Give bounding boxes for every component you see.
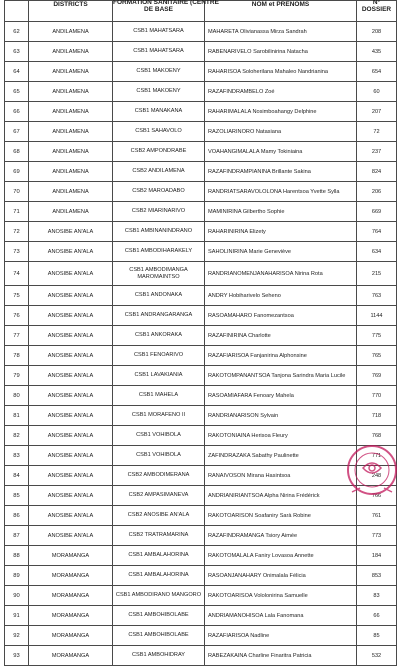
row-number: 90 bbox=[5, 586, 29, 606]
name-cell: RAHARISOA Soloherilana Mahaleo Nandrianina bbox=[205, 62, 357, 82]
health-facility-cell: CSB1 MAHATSARA bbox=[113, 22, 205, 42]
district-cell: MORAMANGA bbox=[29, 626, 113, 646]
dossier-cell: 763 bbox=[357, 286, 397, 306]
header-name: NOM et PRENOMS bbox=[205, 1, 357, 22]
table-row bbox=[5, 222, 397, 242]
table-row bbox=[5, 202, 397, 222]
health-facility-cell: CSB1 ANDRANGARANGA bbox=[113, 306, 205, 326]
row-number: 72 bbox=[5, 222, 29, 242]
name-cell: RAKOTOMPANANTSOA Tanjona Sarindra Maria Lucile bbox=[205, 366, 357, 386]
table-row bbox=[5, 122, 397, 142]
health-facility-cell: CSB1 SAHAVOLO bbox=[113, 122, 205, 142]
row-number: 89 bbox=[5, 566, 29, 586]
district-cell: ANDILAMENA bbox=[29, 142, 113, 162]
header-health-facility: FORMATION SANITAIRE (CENTRE DE BASE bbox=[113, 1, 205, 22]
health-facility-cell: CSB1 AMBODIHARAKELY bbox=[113, 242, 205, 262]
name-cell: RAKOTOARISON Soafaniry Sarà Robine bbox=[205, 506, 357, 526]
name-cell: RABENARIVELO Sarobilinirina Natacha bbox=[205, 42, 357, 62]
district-cell: ANOSIBE AN'ALA bbox=[29, 346, 113, 366]
row-number: 77 bbox=[5, 326, 29, 346]
header-number bbox=[5, 1, 29, 22]
health-facility-cell: CSB1 AMBINANINDRANO bbox=[113, 222, 205, 242]
district-cell: ANOSIBE AN'ALA bbox=[29, 466, 113, 486]
staff-table bbox=[4, 0, 397, 666]
district-cell: ANOSIBE AN'ALA bbox=[29, 506, 113, 526]
dossier-cell: 654 bbox=[357, 62, 397, 82]
name-cell: RASOAMIAFARA Fenoary Mahela bbox=[205, 386, 357, 406]
district-cell: ANOSIBE AN'ALA bbox=[29, 262, 113, 286]
dossier-cell: 206 bbox=[357, 182, 397, 202]
row-number: 73 bbox=[5, 242, 29, 262]
name-cell: MAMINIRINA Gilbertho Sophie bbox=[205, 202, 357, 222]
district-cell: MORAMANGA bbox=[29, 566, 113, 586]
district-cell: ANDILAMENA bbox=[29, 182, 113, 202]
health-facility-cell: CSB1 LAVAKIANIA bbox=[113, 366, 205, 386]
table-header-row bbox=[5, 1, 397, 22]
table-row bbox=[5, 486, 397, 506]
district-cell: ANOSIBE AN'ALA bbox=[29, 242, 113, 262]
name-cell: RAZAFINDRAMBELO Zoé bbox=[205, 82, 357, 102]
district-cell: ANDILAMENA bbox=[29, 82, 113, 102]
name-cell: ZAFINDRAZAKA Sabathy Paulinette bbox=[205, 446, 357, 466]
table-row bbox=[5, 42, 397, 62]
name-cell: RASOANJANAHARY Onimalala Félicia bbox=[205, 566, 357, 586]
name-cell: RAKOTOARISOA Vololonirina Samuelle bbox=[205, 586, 357, 606]
table-row bbox=[5, 142, 397, 162]
health-facility-cell: CSB2 AMPONDRABE bbox=[113, 142, 205, 162]
dossier-cell: 766 bbox=[357, 486, 397, 506]
health-facility-cell: CSB1 VOHIBOLA bbox=[113, 426, 205, 446]
row-number: 85 bbox=[5, 486, 29, 506]
dossier-cell: 718 bbox=[357, 406, 397, 426]
name-cell: RAZAFINDRAMPIANINA Brillante Sakina bbox=[205, 162, 357, 182]
district-cell: ANOSIBE AN'ALA bbox=[29, 486, 113, 506]
row-number: 86 bbox=[5, 506, 29, 526]
row-number: 66 bbox=[5, 102, 29, 122]
table-row bbox=[5, 346, 397, 366]
name-cell: ANDRIAMANOHISOA Lala Fanomana bbox=[205, 606, 357, 626]
row-number: 67 bbox=[5, 122, 29, 142]
district-cell: ANDILAMENA bbox=[29, 22, 113, 42]
row-number: 69 bbox=[5, 162, 29, 182]
health-facility-cell: CSB2 MAROADABO bbox=[113, 182, 205, 202]
row-number: 75 bbox=[5, 286, 29, 306]
name-cell: MAHARETA Olivianassa Mirza Sandrah bbox=[205, 22, 357, 42]
table-row bbox=[5, 366, 397, 386]
row-number: 78 bbox=[5, 346, 29, 366]
name-cell: RABEZAKAINA Charline Finaritra Patricia bbox=[205, 646, 357, 666]
dossier-cell: 248 bbox=[357, 466, 397, 486]
dossier-cell: 770 bbox=[357, 386, 397, 406]
name-cell: RAHARINIRINA Elizety bbox=[205, 222, 357, 242]
dossier-cell: 768 bbox=[357, 426, 397, 446]
dossier-cell: 765 bbox=[357, 346, 397, 366]
health-facility-cell: CSB1 AMBOHIBOLABE bbox=[113, 626, 205, 646]
row-number: 62 bbox=[5, 22, 29, 42]
row-number: 68 bbox=[5, 142, 29, 162]
district-cell: ANOSIBE AN'ALA bbox=[29, 222, 113, 242]
table-row bbox=[5, 506, 397, 526]
header-dossier: N° DOSSIER bbox=[357, 1, 397, 22]
dossier-cell: 775 bbox=[357, 326, 397, 346]
dossier-cell: 771 bbox=[357, 446, 397, 466]
health-facility-cell: CSB1 VOHIBOLA bbox=[113, 446, 205, 466]
dossier-cell: 83 bbox=[357, 586, 397, 606]
district-cell: MORAMANGA bbox=[29, 546, 113, 566]
dossier-cell: 769 bbox=[357, 366, 397, 386]
table-row bbox=[5, 466, 397, 486]
dossier-cell: 72 bbox=[357, 122, 397, 142]
health-facility-cell: CSB2 MIARINARIVO bbox=[113, 202, 205, 222]
health-facility-cell: CSB1 MORAFENO II bbox=[113, 406, 205, 426]
table-row bbox=[5, 306, 397, 326]
name-cell: VOAHANGIMALALA Mamy Tokiniaina bbox=[205, 142, 357, 162]
table-row bbox=[5, 162, 397, 182]
district-cell: ANOSIBE AN'ALA bbox=[29, 326, 113, 346]
dossier-cell: 824 bbox=[357, 162, 397, 182]
name-cell: RAHARIMALALA Nosimboahangy Delphine bbox=[205, 102, 357, 122]
row-number: 87 bbox=[5, 526, 29, 546]
health-facility-cell: CSB2 AMBODIMERANA bbox=[113, 466, 205, 486]
dossier-cell: 669 bbox=[357, 202, 397, 222]
district-cell: ANDILAMENA bbox=[29, 162, 113, 182]
health-facility-cell: CSB2 TRATRAMARINA bbox=[113, 526, 205, 546]
health-facility-cell: CSB1 AMBOHIDRAY bbox=[113, 646, 205, 666]
table-row bbox=[5, 386, 397, 406]
table-row bbox=[5, 546, 397, 566]
district-cell: MORAMANGA bbox=[29, 646, 113, 666]
dossier-cell: 1144 bbox=[357, 306, 397, 326]
district-cell: ANOSIBE AN'ALA bbox=[29, 286, 113, 306]
health-facility-cell: CSB1 ANKORAKA bbox=[113, 326, 205, 346]
row-number: 92 bbox=[5, 626, 29, 646]
health-facility-cell: CSB1 MAHATSARA bbox=[113, 42, 205, 62]
row-number: 74 bbox=[5, 262, 29, 286]
dossier-cell: 435 bbox=[357, 42, 397, 62]
name-cell: ANDRY Hobiharivelo Seheno bbox=[205, 286, 357, 306]
table-row bbox=[5, 82, 397, 102]
name-cell: SAHOLINIRINA Marie Geneviève bbox=[205, 242, 357, 262]
dossier-cell: 60 bbox=[357, 82, 397, 102]
table-row bbox=[5, 102, 397, 122]
health-facility-cell: CSB1 MAKOENY bbox=[113, 62, 205, 82]
health-facility-cell: CSB1 AMBALAHORINA bbox=[113, 546, 205, 566]
district-cell: ANDILAMENA bbox=[29, 62, 113, 82]
district-cell: MORAMANGA bbox=[29, 586, 113, 606]
table-row bbox=[5, 326, 397, 346]
table-row bbox=[5, 646, 397, 666]
name-cell: RANAIVOSON Mirana Hasintsoa bbox=[205, 466, 357, 486]
row-number: 93 bbox=[5, 646, 29, 666]
table-row bbox=[5, 606, 397, 626]
row-number: 79 bbox=[5, 366, 29, 386]
dossier-cell: 773 bbox=[357, 526, 397, 546]
table-row bbox=[5, 262, 397, 286]
dossier-cell: 764 bbox=[357, 222, 397, 242]
name-cell: RAZAFIARISOA Fanjanirina Alphonsine bbox=[205, 346, 357, 366]
district-cell: ANDILAMENA bbox=[29, 122, 113, 142]
dossier-cell: 532 bbox=[357, 646, 397, 666]
table-row bbox=[5, 426, 397, 446]
district-cell: ANOSIBE AN'ALA bbox=[29, 306, 113, 326]
dossier-cell: 207 bbox=[357, 102, 397, 122]
row-number: 91 bbox=[5, 606, 29, 626]
row-number: 81 bbox=[5, 406, 29, 426]
health-facility-cell: CSB1 ANDONAKA bbox=[113, 286, 205, 306]
name-cell: RAZAFIARISOA Nadline bbox=[205, 626, 357, 646]
row-number: 63 bbox=[5, 42, 29, 62]
dossier-cell: 85 bbox=[357, 626, 397, 646]
district-cell: ANDILAMENA bbox=[29, 202, 113, 222]
dossier-cell: 237 bbox=[357, 142, 397, 162]
dossier-cell: 66 bbox=[357, 606, 397, 626]
name-cell: RAZAFINDRAMANGA Tsiory Aimée bbox=[205, 526, 357, 546]
table-row bbox=[5, 286, 397, 306]
health-facility-cell: CSB1 MANAKANA bbox=[113, 102, 205, 122]
dossier-cell: 761 bbox=[357, 506, 397, 526]
district-cell: MORAMANGA bbox=[29, 606, 113, 626]
name-cell: RANDRIANARISON Sylvain bbox=[205, 406, 357, 426]
name-cell: RAKOTONIAINA Herisoa Fleury bbox=[205, 426, 357, 446]
district-cell: ANDILAMENA bbox=[29, 102, 113, 122]
table-row bbox=[5, 406, 397, 426]
table-row bbox=[5, 626, 397, 646]
row-number: 71 bbox=[5, 202, 29, 222]
table-row bbox=[5, 22, 397, 42]
district-cell: ANOSIBE AN'ALA bbox=[29, 386, 113, 406]
district-cell: ANOSIBE AN'ALA bbox=[29, 446, 113, 466]
health-facility-cell: CSB1 AMBALAHORINA bbox=[113, 566, 205, 586]
row-number: 84 bbox=[5, 466, 29, 486]
health-facility-cell: CSB2 ANDILAMENA bbox=[113, 162, 205, 182]
row-number: 82 bbox=[5, 426, 29, 446]
row-number: 64 bbox=[5, 62, 29, 82]
row-number: 88 bbox=[5, 546, 29, 566]
table-row bbox=[5, 62, 397, 82]
table-row bbox=[5, 182, 397, 202]
health-facility-line: CSB1 AMBODIMANGA MAROMAINTSO bbox=[129, 267, 188, 280]
health-facility-cell: CSB1 MAKOENY bbox=[113, 82, 205, 102]
table-row bbox=[5, 242, 397, 262]
name-cell: ANDRIANIRIANTSOA Alpha Nirina Frédérick bbox=[205, 486, 357, 506]
dossier-cell: 184 bbox=[357, 546, 397, 566]
header-district: DISTRICTS bbox=[29, 1, 113, 22]
health-facility-cell: CSB1 AMBOHIBOLABE bbox=[113, 606, 205, 626]
name-cell: RASOAMAHARO Fanomezantsoa bbox=[205, 306, 357, 326]
health-facility-cell: CSB1 MAHELA bbox=[113, 386, 205, 406]
health-facility-cell: CSB2 AMPASIMANEVA bbox=[113, 486, 205, 506]
row-number: 80 bbox=[5, 386, 29, 406]
district-cell: ANOSIBE AN'ALA bbox=[29, 366, 113, 386]
dossier-cell: 853 bbox=[357, 566, 397, 586]
district-cell: ANOSIBE AN'ALA bbox=[29, 426, 113, 446]
name-cell: RANDRIANOMENJANAHARISOA Nirina Rota bbox=[205, 262, 357, 286]
document-page bbox=[4, 0, 396, 666]
dossier-cell: 208 bbox=[357, 22, 397, 42]
table-row bbox=[5, 566, 397, 586]
district-cell: ANOSIBE AN'ALA bbox=[29, 526, 113, 546]
health-facility-cell: CSB1 AMBODIRANO MANGORO bbox=[113, 586, 205, 606]
row-number: 70 bbox=[5, 182, 29, 202]
health-facility-cell: CSB1 FENOARIVO bbox=[113, 346, 205, 366]
name-cell: RAKOTOMALALA Faniry Lovasoa Annette bbox=[205, 546, 357, 566]
row-number: 65 bbox=[5, 82, 29, 102]
table-row bbox=[5, 526, 397, 546]
name-cell: RAZAFINIRINA Charlotte bbox=[205, 326, 357, 346]
name-cell: RANDRIATSARAVOLOLONA Harentsoa Yvette Sylla bbox=[205, 182, 357, 202]
dossier-cell: 634 bbox=[357, 242, 397, 262]
health-facility-cell: CSB2 ANOSIBE AN'ALA bbox=[113, 506, 205, 526]
name-cell: RAZOLIARINORO Natasiana bbox=[205, 122, 357, 142]
table-row bbox=[5, 446, 397, 466]
district-cell: ANOSIBE AN'ALA bbox=[29, 406, 113, 426]
row-number: 76 bbox=[5, 306, 29, 326]
district-cell: ANDILAMENA bbox=[29, 42, 113, 62]
health-facility-cell bbox=[113, 262, 205, 286]
table-row bbox=[5, 586, 397, 606]
row-number: 83 bbox=[5, 446, 29, 466]
dossier-cell: 215 bbox=[357, 262, 397, 286]
